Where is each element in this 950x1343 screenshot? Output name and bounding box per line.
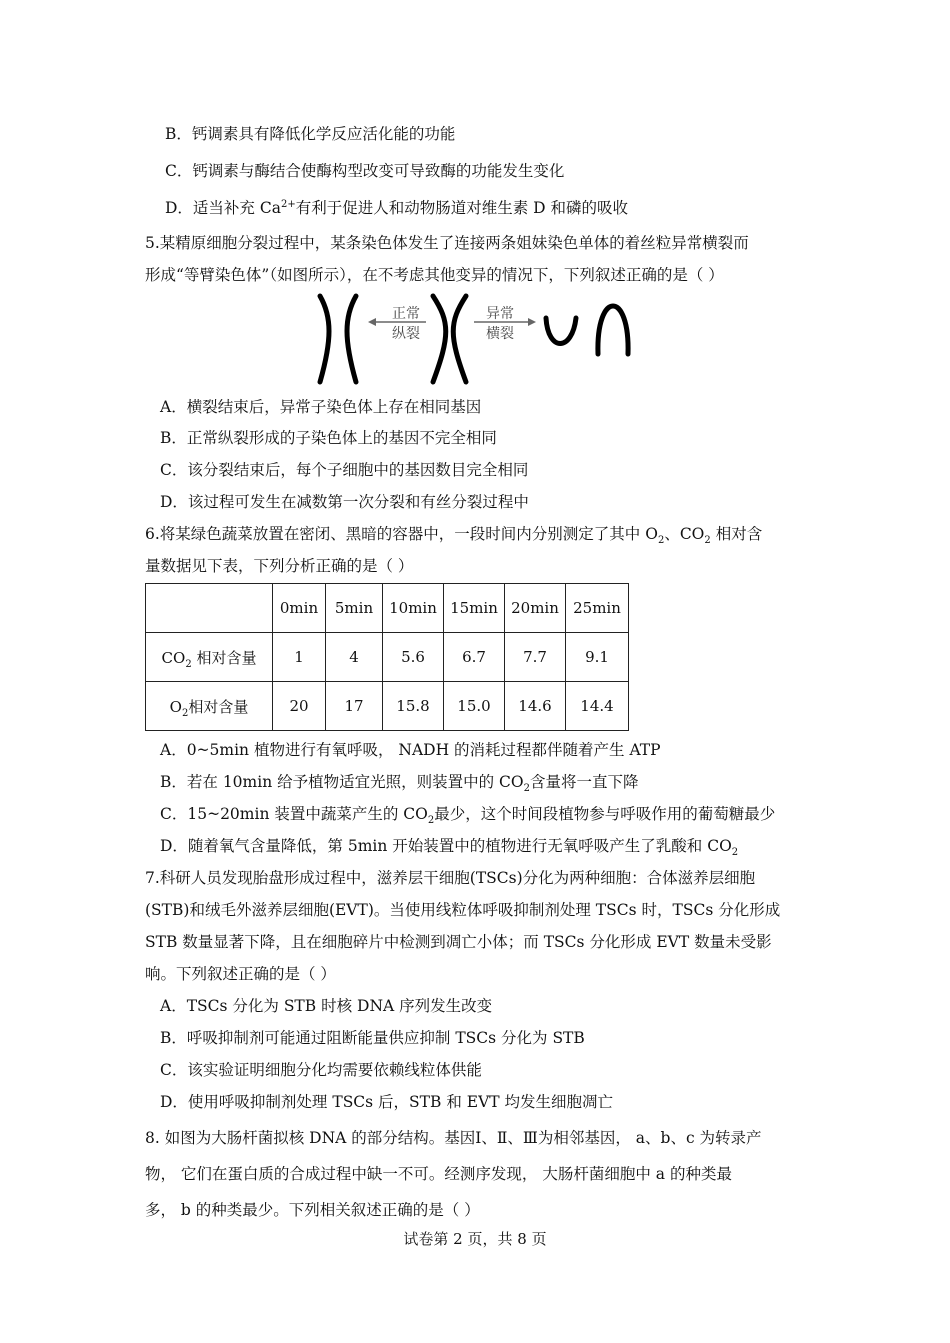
q7-stem-line4: 响。下列叙述正确的是（ ）	[145, 965, 336, 983]
q6-option-d: D．随着氧气含量降低，第 5min 开始装置中的植物进行无氧呼吸产生了乳酸和 $CO_2$	[160, 837, 739, 859]
q7-stem-line3: STB 数量显著下降，且在细胞碎片中检测到凋亡小体；而 TSCs 分化形成 EVT 数量未受影	[145, 933, 772, 951]
table-cell: 15.0	[444, 682, 505, 731]
row-label-co2: $CO_2$ 相对含量	[146, 633, 273, 682]
q8-stem-line1: 8. 如图为大肠杆菌拟核 DNA 的部分结构。基因Ⅰ、Ⅱ、Ⅲ为相邻基因， a、b、c 为转录产	[145, 1129, 762, 1147]
q8-stem-line3: 多， b 的种类最少。下列相关叙述正确的是（ ）	[145, 1201, 480, 1219]
gas-content-table	[145, 583, 629, 731]
table-header-row	[146, 584, 629, 633]
table-row-co2	[146, 633, 629, 682]
table-header-cell	[146, 584, 273, 633]
table-header-cell: 10min	[383, 584, 444, 633]
table-cell: 5.6	[383, 633, 444, 682]
q4-option-b: B．钙调素具有降低化学反应活化能的功能	[165, 125, 456, 143]
table-cell: 7.7	[505, 633, 566, 682]
table-cell: 6.7	[444, 633, 505, 682]
table-header-cell: 15min	[444, 584, 505, 633]
q7-option-b: B．呼吸抑制剂可能通过阻断能量供应抑制 TSCs 分化为 STB	[160, 1029, 585, 1047]
normal-label-1: 正常	[392, 306, 420, 322]
table-header-cell: 25min	[566, 584, 629, 633]
table-cell: 14.4	[566, 682, 629, 731]
q6-option-b: B．若在 10min 给予植物适宜光照，则装置中的 $CO_2$含量将一直下降	[160, 773, 639, 795]
chromosome-figure	[300, 292, 640, 387]
q7-option-c: C．该实验证明细胞分化均需要依赖线粒体供能	[160, 1061, 482, 1079]
table-header-cell: 5min	[326, 584, 383, 633]
table-cell: 14.6	[505, 682, 566, 731]
q6-option-a: A．0~5min 植物进行有氧呼吸， NADH 的消耗过程都伴随着产生 ATP	[160, 741, 661, 759]
q6-stem-line1: 6.将某绿色蔬菜放置在密闭、黑暗的容器中，一段时间内分别测定了其中 $O_2$、$CO_2$ 相对含	[145, 525, 763, 547]
table-cell: 1	[273, 633, 326, 682]
original-chromosome	[433, 296, 466, 382]
q7-option-d: D．使用呼吸抑制剂处理 TSCs 后，STB 和 EVT 均发生细胞凋亡	[160, 1093, 614, 1111]
table-cell: 4	[326, 633, 383, 682]
q7-option-a: A．TSCs 分化为 STB 时核 DNA 序列发生改变	[160, 997, 493, 1015]
table-cell: 15.8	[383, 682, 444, 731]
q5-stem-line2: 形成“等臂染色体”（如图所示），在不考虑其他变异的情况下，下列叙述正确的是（ ）	[145, 266, 724, 284]
table-header-cell: 20min	[505, 584, 566, 633]
q4-option-d: D．适当补充 $Ca^{2+}$有利于促进人和动物肠道对维生素 D 和磷的吸收	[165, 198, 629, 217]
q5-option-a: A．横裂结束后，异常子染色体上存在相同基因	[160, 398, 482, 416]
table-header-cell: 0min	[273, 584, 326, 633]
table-cell: 17	[326, 682, 383, 731]
q8-stem-line2: 物， 它们在蛋白质的合成过程中缺一不可。经测序发现， 大肠杆菌细胞中 a 的种类最	[145, 1165, 732, 1183]
abnormal-label-1: 异常	[486, 306, 514, 322]
q5-option-b: B．正常纵裂形成的子染色体上的基因不完全相同	[160, 429, 497, 447]
q5-option-c: C．该分裂结束后，每个子细胞中的基因数目完全相同	[160, 461, 529, 479]
q6-stem-line2: 量数据见下表，下列分析正确的是（ ）	[145, 557, 414, 575]
daughter-chromosomes-normal	[320, 296, 356, 382]
page-footer: 试卷第 2 页，共 8 页	[403, 1230, 547, 1248]
table-row-o2	[146, 682, 629, 731]
row-label-o2: $O_2$相对含量	[146, 682, 273, 731]
q7-stem-line1: 7.科研人员发现胎盘形成过程中，滋养层干细胞(TSCs)分化为两种细胞：合体滋养层细胞	[145, 869, 756, 887]
table-cell: 20	[273, 682, 326, 731]
isochromosomes-abnormal	[546, 306, 628, 354]
normal-label-2: 纵裂	[392, 326, 420, 342]
abnormal-label-2: 横裂	[486, 326, 514, 342]
q6-option-c: C．15~20min 装置中蔬菜产生的 $CO_2$最少，这个时间段植物参与呼吸作用的葡萄糖最少	[160, 805, 776, 827]
q4-option-c: C．钙调素与酶结合使酶构型改变可导致酶的功能发生变化	[165, 162, 565, 180]
q7-stem-line2: (STB)和绒毛外滋养层细胞(EVT)。当使用线粒体呼吸抑制剂处理 TSCs 时，TSCs 分化形成	[145, 901, 781, 919]
q5-stem-line1: 5.某精原细胞分裂过程中，某条染色体发生了连接两条姐妹染色单体的着丝粒异常横裂而	[145, 234, 749, 252]
table-cell: 9.1	[566, 633, 629, 682]
q5-option-d: D．该过程可发生在减数第一次分裂和有丝分裂过程中	[160, 493, 529, 511]
